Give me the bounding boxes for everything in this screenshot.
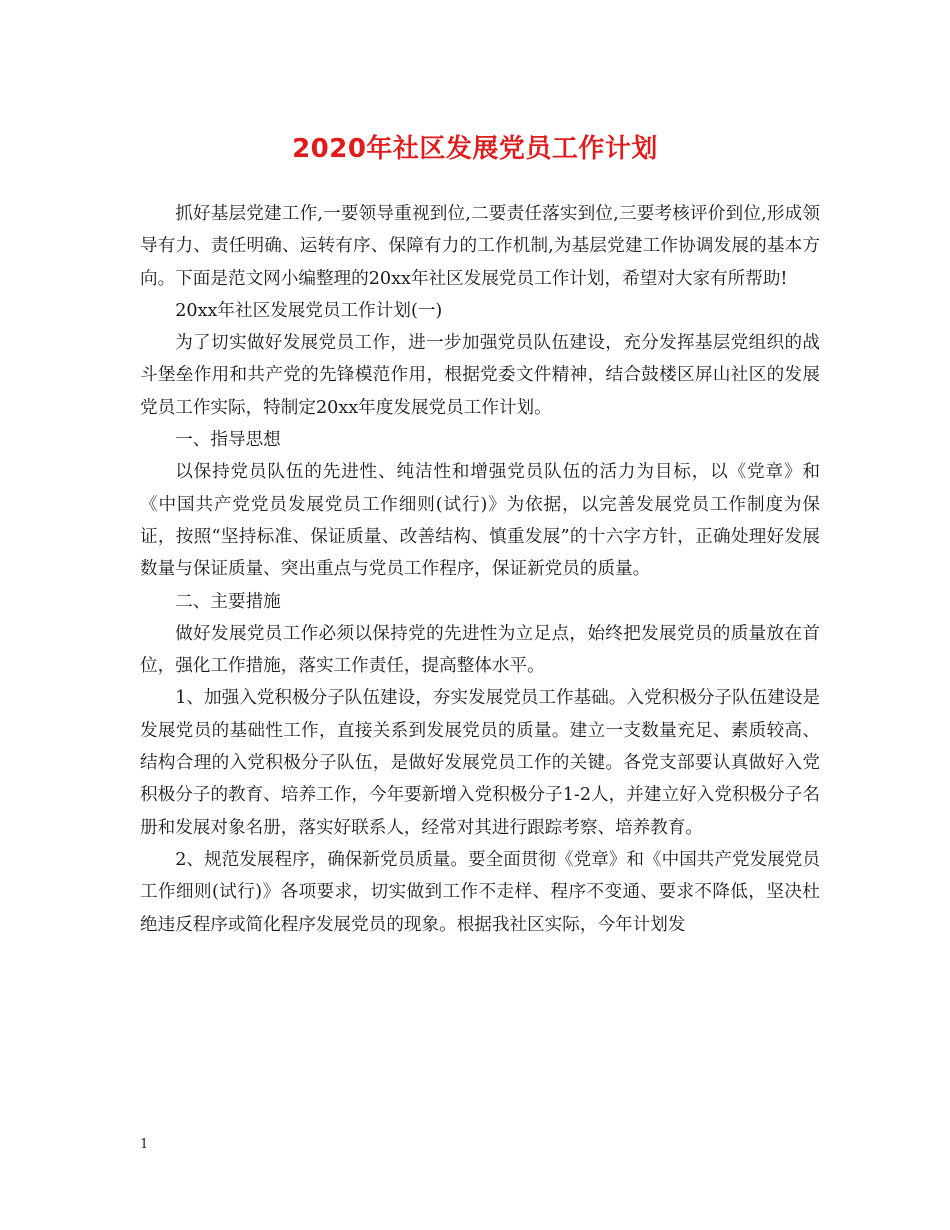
- section-heading-main-measures: 二、主要措施: [175, 591, 281, 612]
- page-number: 1: [140, 1137, 149, 1152]
- paragraph-measure-1: 1、加强入党积极分子队伍建设，夯实发展党员工作基础。入党积极分子队伍建设是发展党员的基础性工作，直接关系到发展党员的质量。建立一支数量充足、素质较高、结构合理的入党积极分子队伍，是做好发展党员工作的关键。各党支部要认真做好入党积极分子的教育、培养工作，今年要新增入党积极分子1-2人，并建立好入党积极分子名册和发展对象名册，落实好联系人，经常对其进行跟踪考察、培养教育。: [140, 688, 820, 838]
- document-body: [140, 198, 820, 941]
- document-title: 2020年社区发展党员工作计划: [292, 134, 658, 164]
- paragraph-plan-heading: 20xx年社区发展党员工作计划(一): [175, 300, 443, 321]
- section-heading-guiding-ideology: 一、指导思想: [175, 430, 281, 451]
- paragraph-intro: 抓好基层党建工作,一要领导重视到位,二要责任落实到位,三要考核评价到位,形成领导有力、责任明确、运转有序、保障有力的工作机制,为基层党建工作协调发展的基本方向。下面是范文网小编整理的20xx年社区发展党员工作计划，希望对大家有所帮助!: [140, 204, 820, 289]
- paragraph-main-measures: 做好发展党员工作必须以保持党的先进性为立足点，始终把发展党员的质量放在首位，强化工作措施，落实工作责任，提高整体水平。: [140, 623, 820, 677]
- paragraph-purpose: 为了切实做好发展党员工作，进一步加强党员队伍建设，充分发挥基层党组织的战斗堡垒作用和共产党的先锋模范作用，根据党委文件精神，结合鼓楼区屏山社区的发展党员工作实际，特制定20xx年度发展党员工作计划。: [140, 333, 820, 418]
- paragraph-guiding-ideology: 以保持党员队伍的先进性、纯洁性和增强党员队伍的活力为目标，以《党章》和《中国共产党党员发展党员工作细则(试行)》为依据，以完善发展党员工作制度为保证，按照“坚持标准、保证质量、改善结构、慎重发展”的十六字方针，正确处理好发展数量与保证质量、突出重点与党员工作程序，保证新党员的质量。: [140, 462, 820, 580]
- paragraph-measure-2: 2、规范发展程序，确保新党员质量。要全面贯彻《党章》和《中国共产党发展党员工作细则(试行)》各项要求，切实做到工作不走样、程序不变通、要求不降低，坚决杜绝违反程序或简化程序发展党员的现象。根据我社区实际，今年计划发: [140, 849, 820, 935]
